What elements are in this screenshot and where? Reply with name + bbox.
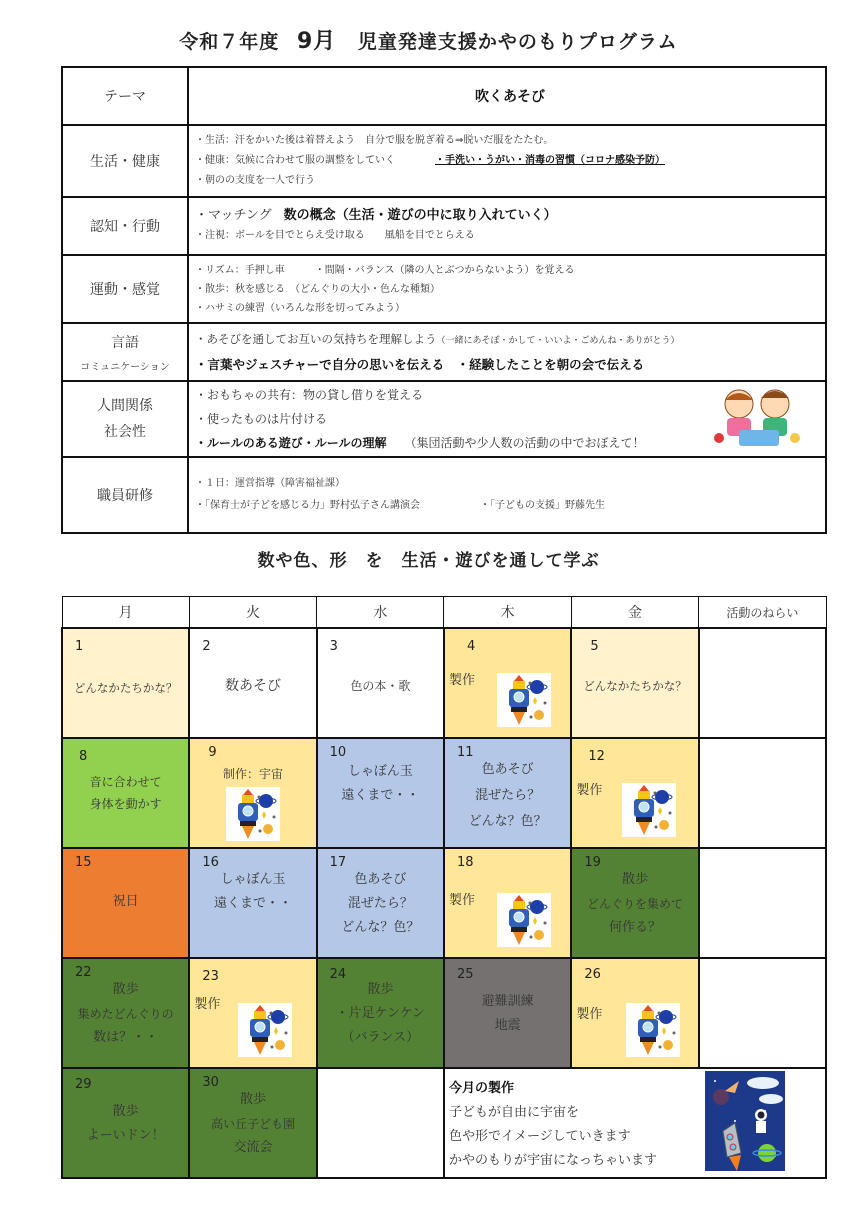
motor-content [188,255,826,323]
social-label [62,381,188,457]
aim-cell-week-1 [699,628,826,738]
day-number: 12 [588,749,605,764]
day-activity-line-1: しゃぼん玉 [220,872,286,887]
monthly-craft-line-1: 子どもが自由に宇宙を [448,1105,579,1120]
social-row [62,381,826,457]
language-label [62,323,188,381]
language-line-1-text: ・あそびを通してお互いの気持ちを理解しよう [195,332,437,346]
monthly-craft-title: 今月の製作 [448,1081,514,1096]
social-line-1: ・おもちゃの共有：物の貸し借りを覚える [195,388,424,402]
staff-line-1: ・１日：運営指導（障害福祉課） [195,478,345,489]
staff-training-content [188,457,826,533]
cognition-label: 認知・行動 [62,197,188,255]
theme-row [62,67,826,125]
life-line-2-bold: ・手洗い・うがい・消毒の習慣（コロナ感染予防） [435,155,665,166]
day-number: 3 [329,639,338,654]
motor-row [62,255,826,323]
aim-cell-week-3 [699,848,826,958]
calendar-header-row [62,597,826,629]
staff-training-label: 職員研修 [62,457,188,533]
language-line-1 [195,327,825,353]
title-month: 9月 [296,29,337,54]
day-number: 11 [456,745,474,760]
day-cell-16 [189,848,316,958]
day-activity-line-3: 数は？・・ [93,1030,159,1045]
staff-line-2b-text: ・「子どもの支援」野藤先生 [480,500,605,511]
monthly-craft-text [449,1077,657,1173]
cognition-line-1-bold: 数の概念（生活・遊びの中に取り入れていく） [283,208,557,223]
social-line-2: ・使ったものは片付ける [195,412,328,426]
day-cell-1 [62,628,189,738]
rocket-illustration [497,673,551,727]
day-activity-line-2: よーいドン！ [86,1128,165,1143]
day-activity: 制作：宇宙 [222,767,283,781]
day-activity-line-2: 混ぜたら？ [475,788,541,803]
day-cell-3 [317,628,444,738]
day-activity: 製作 [448,893,475,908]
language-line-1-small: （一緒にあそぼ・かして・いいよ・ごめんね・ありがとう） [436,336,680,346]
day-activity-line-1: しゃぼん玉 [347,764,413,779]
day-activity-line-1: 散歩 [367,982,394,997]
rocket-illustration [226,787,280,841]
day-activity: 製作 [576,783,603,798]
day-activity: 数あそび [224,678,281,694]
day-number: 23 [202,969,219,984]
day-activity: 製作 [194,997,221,1012]
children-eating-illustration [709,386,805,452]
day-activity-line-1: 避難訓練 [481,994,534,1009]
header-aims: 活動のねらい [699,597,826,629]
day-cell-25 [444,958,571,1068]
day-activity-line-1: 色あそび [481,762,534,777]
calendar-week-2 [62,738,826,848]
aim-cell-week-2 [699,738,826,848]
staff-line-2-text: ・「保育士が子どを感じる力」野村弘子さん講演会 [195,500,420,511]
language-row [62,323,826,381]
day-number: 22 [75,965,92,980]
program-table [61,66,827,534]
day-activity-line-2: 混ぜたら？ [347,896,413,911]
day-cell-30 [189,1068,316,1178]
calendar-week-1 [62,628,826,738]
day-number: 17 [329,855,347,870]
day-cell-19 [571,848,698,958]
day-number: 18 [456,855,474,870]
day-activity-line-2: 遠くまで・・ [213,896,292,911]
calendar-week-4 [62,958,826,1068]
life-line-2 [195,151,825,171]
day-cell-24 [317,958,444,1068]
day-cell-5 [571,628,698,738]
monthly-craft-line-3: かやのもりが宇宙になっちゃいます [448,1153,657,1168]
day-number: 10 [329,745,347,760]
day-cell-11 [444,738,571,848]
theme-label: テーマ [62,67,188,125]
life-line-3: ・朝のの支度を一人で行う [195,175,315,186]
language-content [188,323,826,381]
day-activity: 色の本・歌 [350,679,411,693]
header-thu: 木 [444,597,571,629]
day-number: 29 [75,1077,92,1092]
day-cell-22 [62,958,189,1068]
day-number: 5 [590,639,599,654]
empty-cell [317,1068,444,1178]
social-label-1: 人間関係 [97,398,153,414]
life-content [188,125,826,197]
life-line-1: ・生活：汗をかいた後は着替えよう 自分で服を脱ぎ着る⇒脱いだ服をたたむ。 [195,135,554,146]
language-line-2: ・言葉やジェスチャーで自分の思いを伝える ・経験したことを朝の会で伝える [195,357,645,372]
rocket-illustration [238,1003,292,1057]
motor-line-3: ・ハサミの練習（いろんな形を切ってみよう） [195,302,405,314]
language-sublabel: コミュニケーション [80,361,170,373]
header-wed: 水 [317,597,444,629]
day-activity-line-3: どんな？色？ [341,920,420,935]
social-line-3-text: （集団活動や少人数の活動の中でおぼえて！ [404,436,645,450]
day-activity-line-1: 散歩 [112,1104,139,1119]
motor-line-2: ・散歩：秋を感じる （どんぐりの大小・色んな種類） [195,283,440,295]
monthly-craft-cell [444,1068,826,1178]
cognition-line-1-text: ・マッチング [195,208,272,223]
calendar-week-3 [62,848,826,958]
day-activity: どんなかたちかな？ [583,679,687,693]
day-cell-17 [317,848,444,958]
cognition-line-2: ・注視：ボールを目でとらえ受け取る 風船を目でとらえる [195,230,475,241]
day-cell-29 [62,1068,189,1178]
space-illustration [705,1071,785,1171]
rocket-illustration [497,893,551,947]
day-activity-line-1: 散歩 [112,982,139,997]
language-label-main: 言語 [111,334,139,351]
page-title [0,24,857,55]
calendar-week-5 [62,1068,826,1178]
day-activity-line-1: 色あそび [354,872,407,887]
day-number: 24 [329,967,347,982]
header-mon: 月 [62,597,189,629]
social-content [188,381,826,457]
staff-training-row [62,457,826,533]
day-activity-line-2: ・片足ケンケン [335,1006,426,1021]
social-label-2: 社会性 [104,424,146,440]
day-cell-2 [189,628,316,738]
rocket-illustration [622,783,676,837]
day-number: 2 [202,639,211,654]
day-activity: 製作 [576,1007,603,1022]
day-activity: 製作 [448,673,475,688]
day-number: 16 [202,855,219,870]
day-number: 19 [584,855,601,870]
cognition-content [188,197,826,255]
day-activity-line-3: どんな？色？ [468,814,547,829]
staff-line-2 [195,495,825,517]
day-cell-15 [62,848,189,958]
day-cell-12 [571,738,698,848]
header-tue: 火 [189,597,316,629]
day-cell-18 [444,848,571,958]
header-fri: 金 [571,597,698,629]
title-prefix: 令和７年度 [179,31,280,53]
day-number: 26 [584,967,601,982]
monthly-craft-line-2: 色や形でイメージしていきます [448,1129,631,1144]
day-activity-line-2: どんぐりを集めて [586,897,683,911]
day-cell-26 [571,958,698,1068]
life-label: 生活・健康 [62,125,188,197]
motor-label: 運動・感覚 [62,255,188,323]
day-number: 8 [79,749,88,764]
day-activity: 祝日 [112,894,139,909]
title-suffix: 児童発達支援かやのもりプログラム [357,31,678,53]
day-number: 9 [208,745,217,760]
life-row [62,125,826,197]
day-cell-23 [189,958,316,1068]
day-activity-line-2: 地震 [494,1018,521,1033]
day-activity-line-3: 何作る？ [608,920,661,935]
day-cell-8 [62,738,189,848]
day-activity-line-1: 散歩 [239,1092,266,1107]
day-activity-line-1: 音に合わせて [89,775,162,789]
theme-value: 吹くあそび [188,67,826,125]
motor-line-1: ・リズム：手押し車 ・間隔・バランス（隣の人とぶつからないよう）を覚える [195,264,575,276]
day-cell-4 [444,628,571,738]
day-number: 30 [202,1075,219,1090]
day-activity-line-3: 交流会 [233,1140,273,1155]
rocket-illustration [626,1003,680,1057]
cognition-row [62,197,826,255]
aim-cell-week-4 [699,958,826,1068]
day-activity-line-1: 散歩 [621,872,648,887]
day-cell-9 [189,738,316,848]
social-line-3-bold: ・ルールのある遊び・ルールの理解 [195,436,387,450]
calendar-table [61,596,827,1179]
cognition-line-1 [195,206,825,226]
life-line-2-text: ・健康：気候に合わせて服の調整をしていく [195,155,395,166]
day-activity-line-2: 集めたどんぐりの [77,1007,174,1021]
day-number: 1 [75,639,84,654]
day-activity: どんなかたちかな？ [73,681,178,695]
day-number: 25 [456,967,474,982]
day-activity-line-2: 身体を動かす [89,797,162,811]
day-number: 15 [75,855,92,870]
day-number: 4 [466,639,476,654]
day-activity-line-2: 高い丘子ども園 [210,1117,295,1131]
day-activity-line-3: （バランス） [341,1030,420,1045]
day-cell-10 [317,738,444,848]
day-activity-line-2: 遠くまで・・ [341,788,420,803]
section-subtitle: 数や色、形 を 生活・遊びを通して学ぶ [257,551,600,571]
